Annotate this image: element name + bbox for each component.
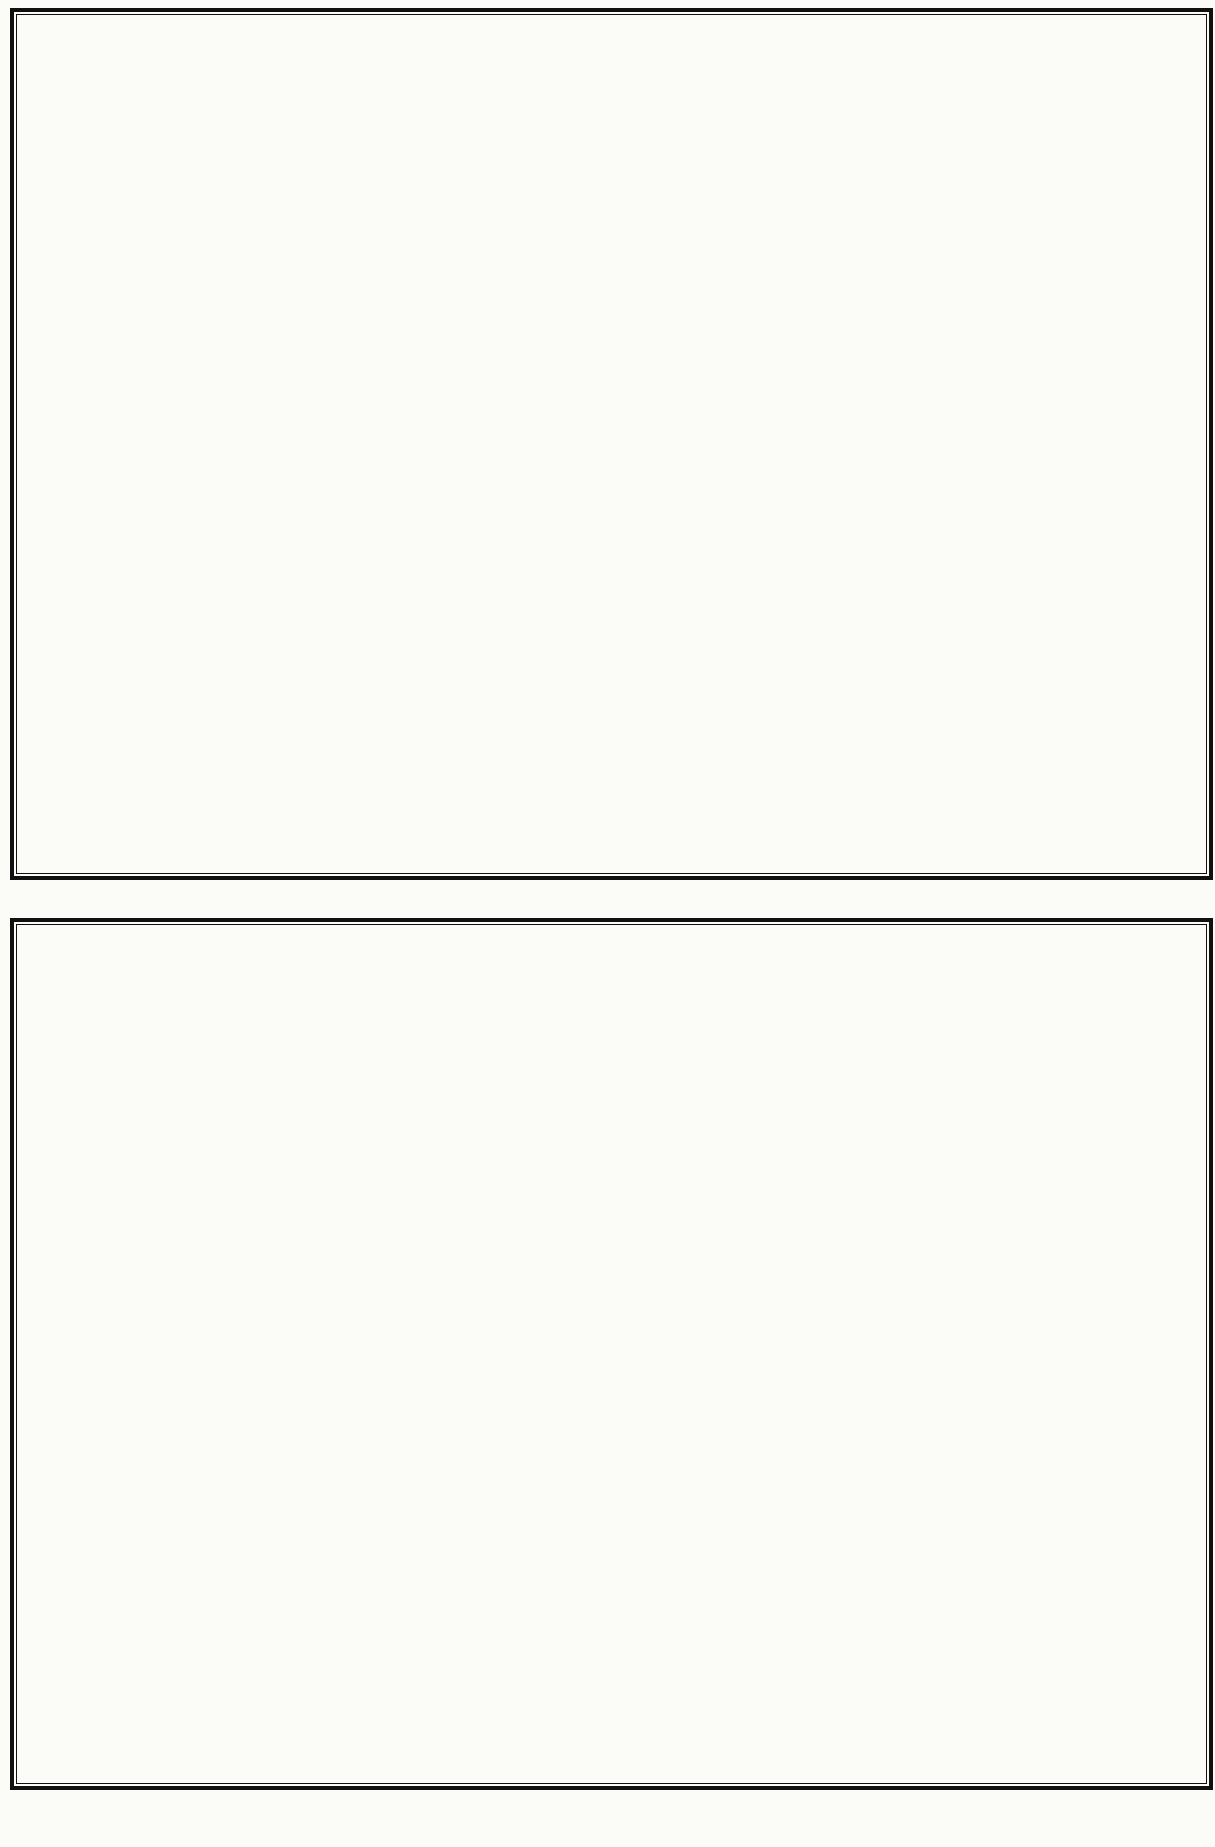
- bottom-page-panel: [10, 918, 1213, 1790]
- top-page-panel: [10, 8, 1213, 880]
